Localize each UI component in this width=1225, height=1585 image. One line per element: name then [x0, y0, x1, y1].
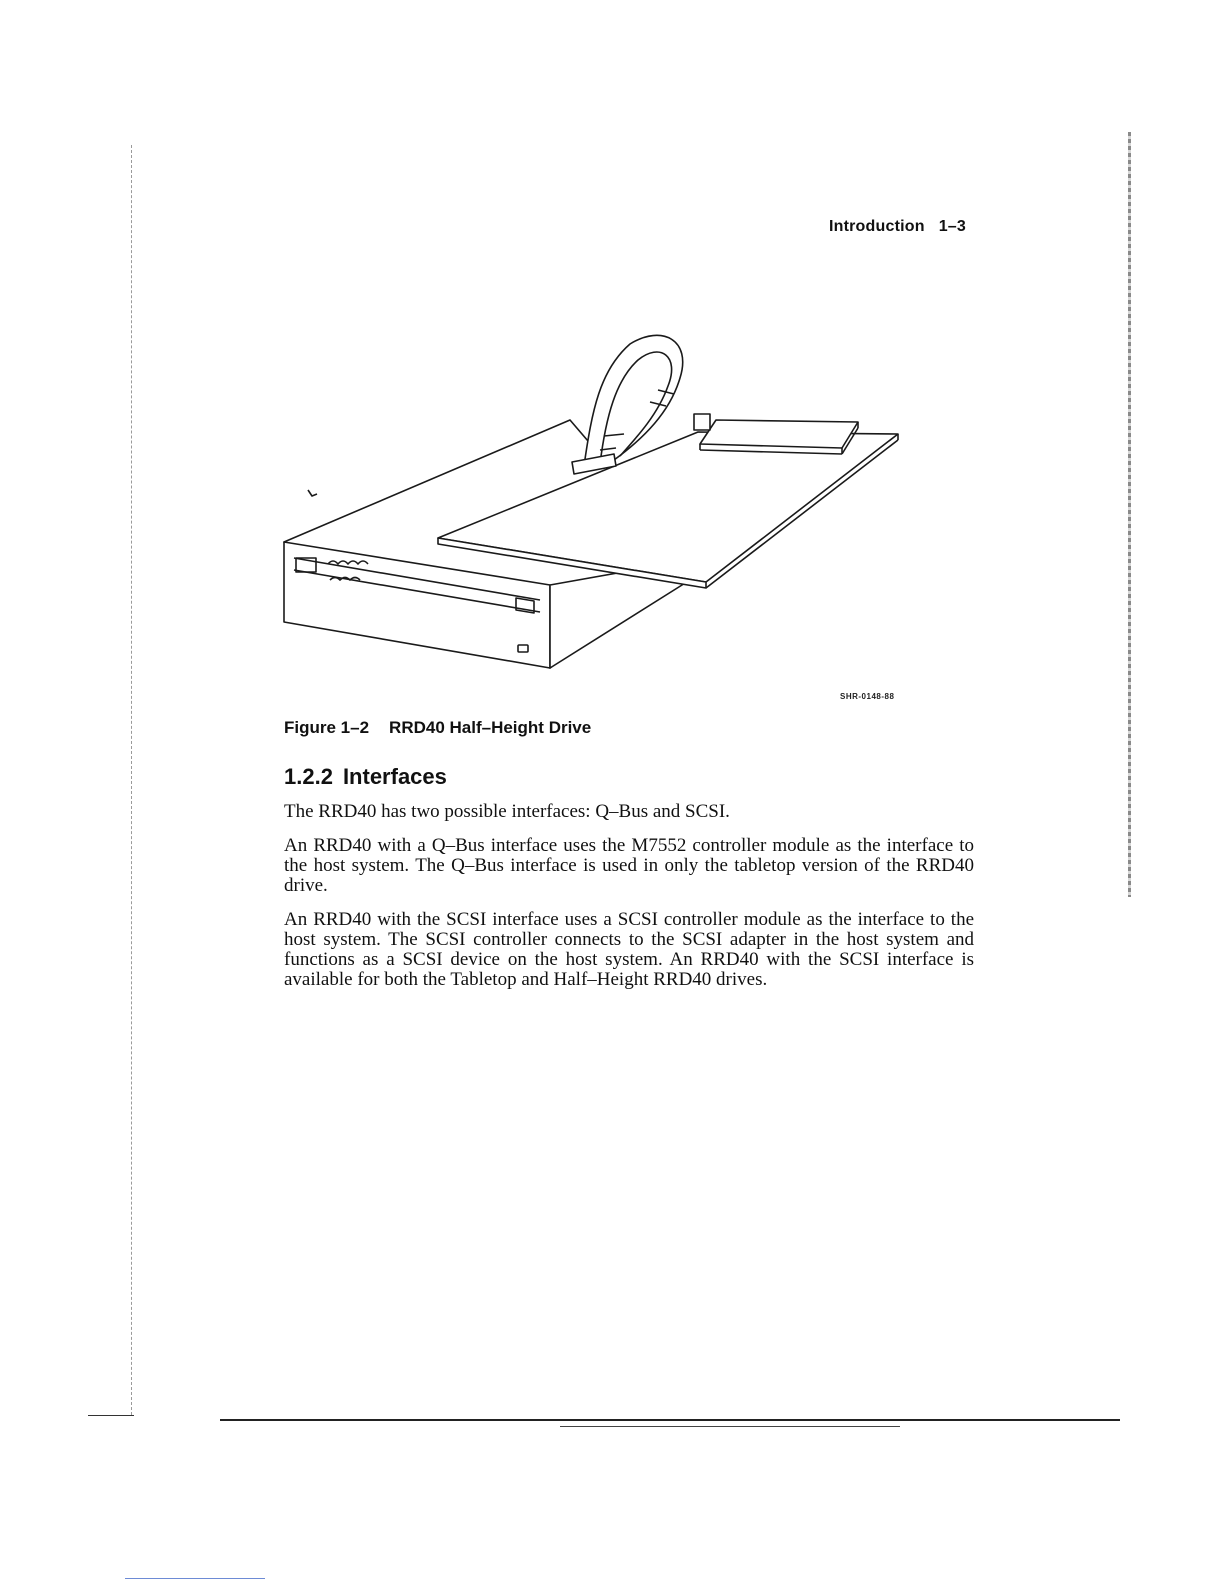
section-heading — [284, 764, 447, 790]
scan-foot-line — [125, 1578, 265, 1579]
figure-number: Figure 1–2 — [284, 718, 370, 737]
figure-id-code: SHR-0148-88 — [840, 692, 895, 701]
paragraph-scsi: An RRD40 with the SCSI interface uses a SCSI controller module as the interface to the host system. The SCSI controller connects to the SCSI adapter in the host system and functions as a SCSI device on the host system. An RRD40 with the SCSI interface is available for both the Tabletop and Half–Height RRD40 drives. — [284, 909, 974, 990]
paragraph-qbus: An RRD40 with a Q–Bus interface uses the M7552 controller module as the interface to the host system. The Q–Bus interface is used in only the tabletop version of the RRD40 drive. — [284, 835, 974, 896]
scan-bottom-rule-secondary — [560, 1426, 900, 1427]
scan-left-edge — [131, 145, 133, 1415]
section-title: Interfaces — [342, 764, 447, 789]
figure-caption — [284, 718, 591, 738]
running-head — [760, 218, 966, 236]
rrd40-drive-drawing — [270, 330, 920, 700]
drive-illustration — [270, 330, 920, 700]
scan-right-edge — [1128, 132, 1131, 897]
body-text — [284, 802, 974, 1004]
scan-bottom-rule — [220, 1419, 1120, 1421]
figure-title: RRD40 Half–Height Drive — [389, 718, 592, 737]
section-number: 1.2.2 — [284, 764, 333, 789]
scan-corner-tick — [88, 1415, 134, 1416]
paragraph-interfaces-intro: The RRD40 has two possible interfaces: Q–Bus and SCSI. — [284, 801, 730, 822]
page-number: 1–3 — [938, 218, 966, 235]
running-head-section: Introduction — [828, 218, 925, 235]
